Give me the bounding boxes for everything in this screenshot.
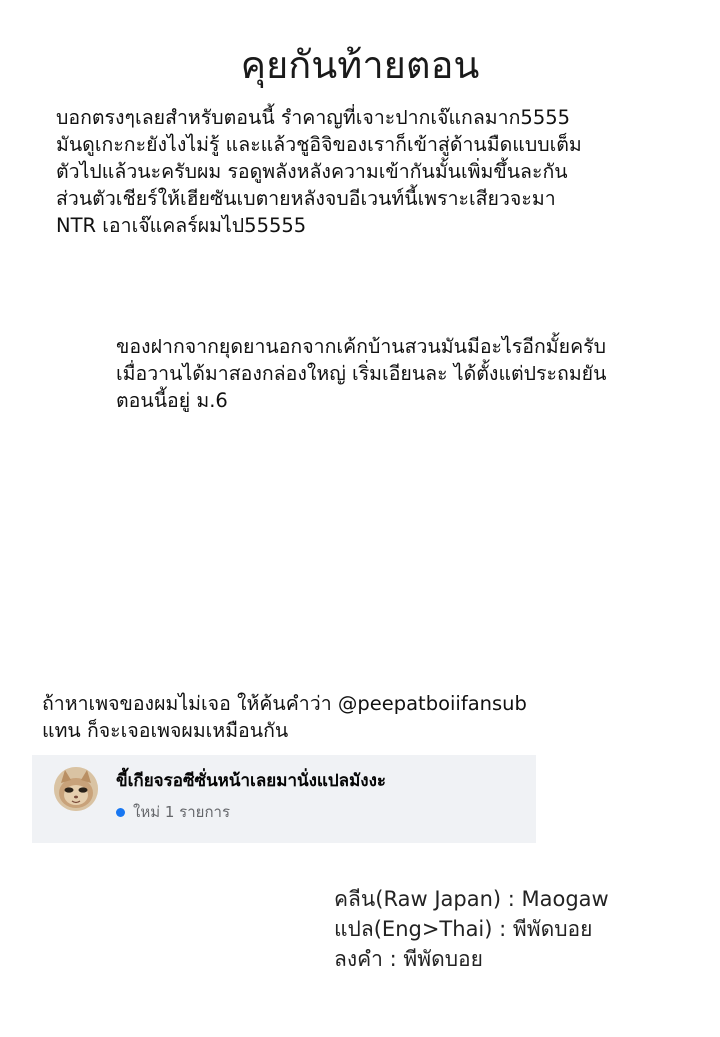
credits-block <box>334 884 609 974</box>
text-line: ตอนนี้อยู่ ม.6 <box>116 389 228 412</box>
status-text: ใหม่ 1 รายการ <box>133 803 231 821</box>
text-line: แทน ก็จะเจอเพจผมเหมือนกัน <box>42 719 289 742</box>
text-line: บอกตรงๆเลยสำหรับตอนนี้ รำคาญที่เจาะปากเจ๊แกลมาก5555 <box>56 106 571 129</box>
text-line: NTR เอาเจ๊แคลร์ผมไป55555 <box>56 214 307 237</box>
credit-typeset: ลงคำ : พีพัดบอย <box>334 947 483 971</box>
text-line: เมื่อวานได้มาสองกล่องใหญ่ เริ่มเอียนละ ได้ตั้งแต่ประถมยัน <box>116 362 607 385</box>
author-note-paragraph <box>56 104 582 239</box>
text-line: ตัวไปแล้วนะครับผม รอดูพลังหลังความเข้ากันมั้นเพิ่มขึ้นละกัน <box>56 160 568 183</box>
question-paragraph <box>116 333 606 414</box>
text-line: มันดูเกะกะยังไงไม่รู้ และแล้วชูอิจิของเราก็เข้าสู่ด้านมืดแบบเต็ม <box>56 133 582 156</box>
new-items-status <box>116 801 230 823</box>
text-line: ถ้าหาเพจของผมไม่เจอ ให้ค้นคำว่า @peepatboiifansub <box>42 692 527 715</box>
text-line: ส่วนตัวเชียร์ให้เฮียซันเบตายหลังจบอีเวนท์นี้เพราะเสียวจะมา <box>56 187 556 210</box>
text-line: ของฝากจากยุดยานอกจากเค้กบ้านสวนมันมีอะไรอีกมั้ยครับ <box>116 335 606 358</box>
facebook-page-card[interactable] <box>32 755 536 843</box>
page-name-link[interactable]: ขี้เกียจรอซีซั่นหน้าเลยมานั่งแปลมังงะ <box>116 771 387 791</box>
page-search-note <box>42 690 527 744</box>
new-dot-icon <box>116 808 125 817</box>
cat-avatar-icon <box>54 767 98 811</box>
avatar[interactable] <box>54 767 98 811</box>
credit-clean: คลีน(Raw Japan) : Maogaw <box>334 887 609 911</box>
page-title: คุยกันท้ายตอน <box>240 43 480 87</box>
credit-translate: แปล(Eng>Thai) : พีพัดบอย <box>334 917 593 941</box>
